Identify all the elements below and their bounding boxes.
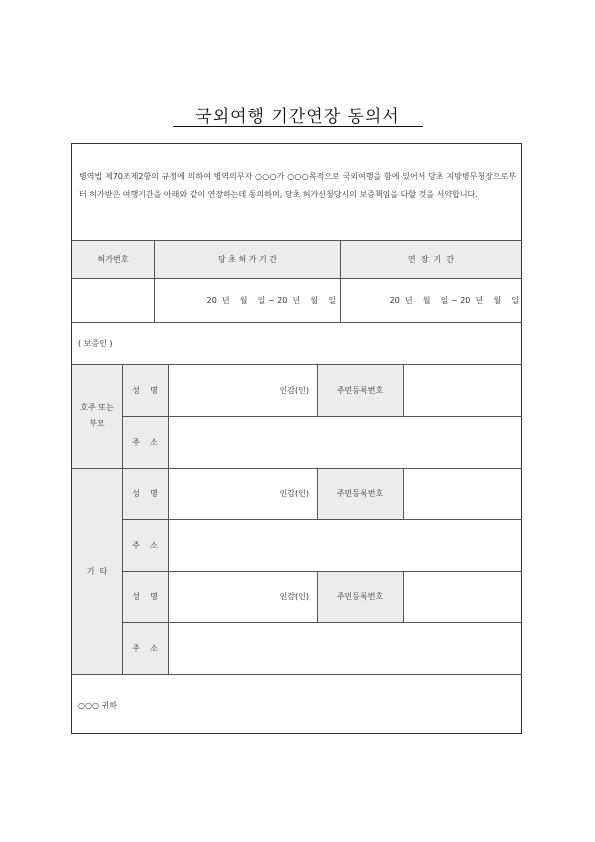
seal-label: 인감(인)	[279, 489, 309, 498]
household-group-label: 호주 또는 부모	[80, 403, 114, 428]
document-title: 국외여행 기간연장 동의서	[195, 107, 400, 127]
seal-label: 인감(인)	[279, 385, 309, 395]
title-underline	[173, 126, 423, 127]
consent-statement: 병역법 제70조제2항의 규정에 의하여 병역의무자 ○○○가 ○○○목적으로 국외여행을 함에 있어서 당초 지방병무청장으로부터 허가받은 여행기간을 아래와 같이 연장하는데 동의하며, 당초 허가신청당시의 보증책임을 다할 것을 서약합니다.	[79, 172, 516, 199]
other-resident-number-field-2[interactable]	[404, 572, 521, 622]
other-address-field-1[interactable]	[169, 520, 521, 571]
other-name-field-1[interactable]	[169, 468, 317, 519]
resident-number-label: 주민등록번호	[336, 385, 384, 395]
household-resident-number-field[interactable]	[404, 365, 521, 416]
guarantor-label: ( 보증인 )	[78, 339, 113, 348]
other-address-field-2[interactable]	[169, 623, 521, 674]
permit-number-field[interactable]	[72, 279, 154, 322]
name-label: 성 명	[132, 489, 158, 498]
other-name-field-2[interactable]	[169, 571, 317, 622]
original-period-field[interactable]: 20 년 월 일 ~ 20 년 월 일	[206, 296, 336, 305]
other-resident-number-field-1[interactable]	[404, 469, 521, 519]
household-address-field[interactable]	[169, 417, 521, 468]
permit-number-header: 허가번호	[97, 255, 129, 264]
name-label: 성 명	[132, 592, 158, 601]
original-period-header: 당 초 허 가 기 간	[217, 255, 278, 264]
extension-period-field[interactable]: 20 년 월 일 ~ 20 년 월 일	[389, 296, 519, 305]
other-group-label: 기 타	[86, 566, 108, 576]
rule	[71, 674, 522, 675]
rule	[71, 322, 522, 323]
household-name-field[interactable]	[169, 364, 317, 416]
address-label: 주 소	[132, 437, 158, 447]
resident-number-label: 주민등록번호	[336, 592, 384, 601]
seal-label: 인감(인)	[279, 592, 309, 601]
extension-period-header: 연 장 기 간	[407, 255, 455, 264]
name-label: 성 명	[132, 385, 158, 395]
address-label: 주 소	[132, 540, 158, 550]
recipient-line: ○○○ 귀하	[78, 701, 117, 710]
resident-number-label: 주민등록번호	[336, 489, 384, 498]
address-label: 주 소	[132, 643, 158, 653]
